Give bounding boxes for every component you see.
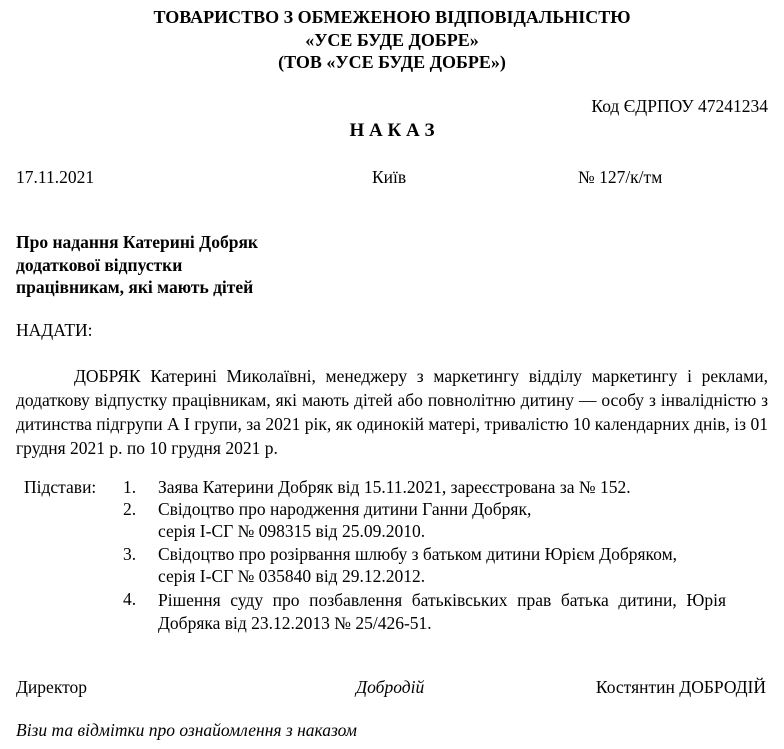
subject-line3: працівникам, які мають дітей (16, 277, 254, 297)
order-number: № 127/к/тм (578, 167, 663, 187)
subject-line2: додаткової відпустки (16, 255, 183, 275)
grant-heading: НАДАТИ: (16, 320, 93, 340)
company-name-line2: «УСЕ БУДЕ ДОБРЕ» (305, 30, 479, 50)
grounds-item-text: Свідоцтво про народження дитини Ганни Добряк, (158, 499, 532, 519)
grounds-item-number: 1. (123, 477, 137, 497)
grounds-item-number: 2. (123, 499, 137, 519)
visas-note: Візи та відмітки про ознайомлення з наказом (16, 720, 357, 740)
grounds-item-text-cont: серія І-СГ № 035840 від 29.12.2012. (158, 566, 426, 586)
signer-position: Директор (16, 677, 88, 697)
grounds-item-text-cont: серія І-СГ № 098315 від 25.09.2010. (158, 521, 426, 541)
order-city: Київ (372, 167, 407, 187)
company-short-name: (ТОВ «УСЕ БУДЕ ДОБРЕ») (278, 52, 506, 72)
order-paragraph: ДОБРЯК Катерині Миколаївні, менеджеру з маркетингу відділу маркетингу і реклами, додаткову відпустку працівникам, які мають дітей або повнолітню дитину — особу з інвалідністю з дитинства підгрупи А І групи, за 2021 рік, як одинокій матері, тривалістю 10 календарних днів, із 01 грудня 2021 р. по 10 грудня 2021 р. (16, 366, 768, 458)
grounds-item-text: Заява Катерини Добряк від 15.11.2021, зареєстрована за № 152. (158, 477, 631, 497)
company-name-line1: ТОВАРИСТВО З ОБМЕЖЕНОЮ ВІДПОВІДАЛЬНІСТЮ (153, 7, 631, 27)
order-title: Н А К А З (349, 120, 435, 141)
grounds-item-number: 3. (123, 544, 137, 564)
grounds-label: Підстави: (24, 477, 97, 497)
signer-name: Костянтин ДОБРОДІЙ (595, 677, 766, 697)
subject-line1: Про надання Катерині Добряк (16, 232, 258, 252)
edrpou-code: Код ЄДРПОУ 47241234 (591, 96, 768, 116)
grounds-item-text: Свідоцтво про розірвання шлюбу з батьком дитини Юрієм Добряком, (158, 544, 678, 564)
signature-mark: Добродій (356, 677, 425, 697)
grounds-item-number: 4. (123, 589, 137, 609)
grounds-item-text: Рішення суду про позбавлення батьківських прав батька дитини, Юрія Добряка від 23.12.2013 № 25/426-51. (158, 590, 726, 633)
order-date: 17.11.2021 (16, 167, 95, 187)
